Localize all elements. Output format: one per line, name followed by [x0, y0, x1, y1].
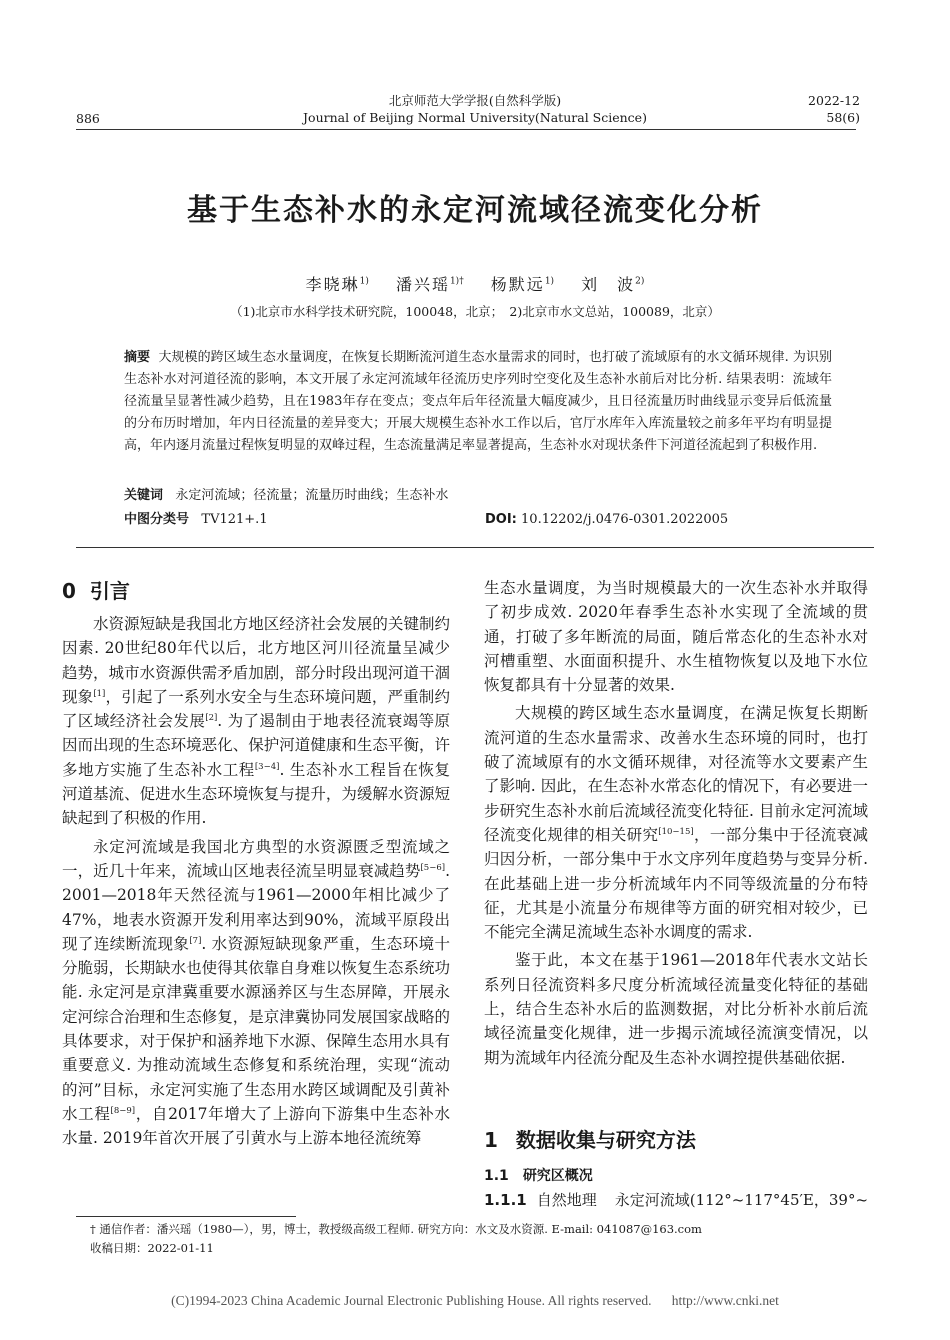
section-heading-methods: 1 数据收集与研究方法 [484, 1128, 696, 1152]
right-column [484, 576, 868, 1070]
classification [124, 510, 268, 530]
citation: [10−15] [658, 826, 694, 837]
abstract-label: 摘要 [124, 350, 151, 365]
subsection-heading: 1.1 研究区概况 [484, 1168, 593, 1184]
running-header [230, 92, 720, 126]
subsubsection-text: 永定河流域(112°~117°45′E，39°~ [614, 1191, 869, 1209]
issue-date: 2022-12 [808, 93, 860, 108]
author: 刘 波$^{2)}$ [581, 275, 645, 294]
doi-value: 10.12202/j.0476-0301.2022005 [521, 512, 729, 527]
citation: [8−9] [110, 1105, 136, 1116]
abstract [124, 347, 832, 457]
paragraph: 鉴于此，本文在基于1961—2018年代表水文站长系列日径流资料多尺度分析流域径流量变化特征的基础上，结合生态补水后的监测数据，对比分析补水前后流域径流量变化规律，进一步揭示流域径流演变情况，以期为流域年内径流分配及生态补水调控提供基础依据. [484, 951, 868, 1067]
doi-label: DOI: [485, 512, 517, 527]
author-list [76, 272, 874, 295]
paper-title: 基于生态补水的永定河流域径流变化分析 [187, 193, 763, 228]
copyright-notice: (C)1994-2023 China Academic Journal Electronic Publishing House. All rights reserved. http://www.cnki.net [171, 1293, 779, 1308]
page-number: 886 [76, 111, 100, 126]
journal-name-en: Journal of Beijing Normal University(Natural Science) [303, 110, 647, 125]
paragraph: 生态水量调度，为当时规模最大的一次生态补水并取得了初步成效. 2020年春季生态补水实现了全流域的贯通，打破了多年断流的局面，随后常态化的生态补水对河槽重塑、水面面积提升、水生植物恢复以及地下水位恢复都具有十分显著的效果. [484, 579, 868, 695]
classification-label: 中图分类号 [124, 512, 190, 527]
citation: [2] [205, 713, 218, 724]
left-column [62, 612, 450, 1151]
volume-issue: 58(6) [826, 110, 860, 125]
section-heading-intro: 0 引言 [62, 579, 130, 603]
keywords-text: 永定河流域；径流量；流量历时曲线；生态补水 [175, 488, 449, 503]
journal-name-cn: 北京师范大学学报(自然科学版) [388, 93, 562, 108]
paragraph: 大规模的跨区域生态水量调度，在满足恢复长期断流河道的生态水量需求、改善水生态环境的同时，也打破了流域原有的水文循环规律，对径流等水文要素产生了影响. 因此，在生态补水常态化的情况下，有必要进一步研究生态补水前后流域径流变化特征. 目前永定河流域径流变化规律的相关研究[10−15]，一部分集中于径流衰减归因分析，一部分集中于水文序列年度趋势与变异分析. 在此基础上进一步分析流域年内不同等级流量的分布特征，尤其是小流量分布规律等方面的研究相对较少，已不能完全满足流域生态补水调度的需求. [484, 704, 868, 942]
received-date: 收稿日期：2022-01-11 [90, 1241, 214, 1255]
citation: [7] [189, 935, 202, 946]
paragraph: 水资源短缺是我国北方地区经济社会发展的关键制约因素. 20世纪80年代以后，北方地区河川径流量呈减少趋势，城市水资源供需矛盾加剧，部分时段出现河道干涸现象[1]，引起了一系列水安全与生态环境问题，严重制约了区域经济社会发展[2]. 为了遏制由于地表径流衰竭等原因而出现的生态环境恶化、保护河道健康和生态平衡，许多地方实施了生态补水工程[3−4]. 生态补水工程旨在恢复河道基流、促进水生态环境恢复与提升，为缓解水资源短缺起到了积极的作用. [62, 615, 450, 828]
abstract-text: 大规模的跨区域生态水量调度，在恢复长期断流河道生态水量需求的同时，也打破了流域原有的水文循环规律. 为识别生态补水对河道径流的影响，本文开展了永定河流域年径流历史序列时空变化及生态补水前后对比分析. 结果表明：流域年径流量呈显著性减少趋势，且在1983年存在变点；变点年后年径流量大幅度减少，且日径流量历时曲线显示变异后低流量的分布历时增加，年内日径流量的差异变大；开展大规模生态补水工作以后，官厅水库年入库流量较之前多年平均有明显提高，年内逐月流量过程恢复明显的双峰过程，生态流量满足率显著提高，生态补水对现状条件下河道径流起到了积极作用. [124, 350, 832, 453]
citation: [5−6] [420, 862, 446, 873]
keywords [124, 486, 832, 506]
author: 李晓琳$^{1)}$ [305, 275, 369, 294]
corresponding-author-note: † 通信作者：潘兴瑶（1980—），男，博士，教授级高级工程师. 研究方向：水文及水资源. E-mail: 041087@163.com [90, 1222, 702, 1236]
abstract-divider [76, 547, 874, 548]
affiliations: （1)北京市水科学技术研究院，100048，北京； 2)北京市水文总站，100089，北京） [230, 304, 720, 319]
citation: [3−4] [254, 761, 280, 772]
author: 杨默远$^{1)}$ [490, 275, 555, 294]
issue-info [808, 92, 860, 126]
doi [485, 510, 728, 530]
subsubsection: 1.1.1 自然地理 永定河流域(112°~117°45′E，39°~ [484, 1191, 869, 1209]
footnote-divider [76, 1216, 296, 1217]
subsubsection-title: 自然地理 [536, 1191, 597, 1209]
header-divider [76, 129, 856, 130]
citation: [1] [93, 688, 106, 699]
keywords-label: 关键词 [124, 488, 164, 503]
paragraph: 永定河流域是我国北方典型的水资源匮乏型流域之一，近几十年来，流域山区地表径流呈明显衰减趋势[5−6]. 2001—2018年天然径流与1961—2000年相比减少了47%，地表水资源开发利用率达到90%，流域平原段出现了连续断流现象[7]. 水资源短缺现象严重，生态环境十分脆弱，长期缺水也使得其依靠自身难以恢复生态系统功能. 永定河是京津冀重要水源涵养区与生态屏障，开展永定河综合治理和生态修复，是京津冀协同发展国家战略的具体要求，对于保护和涵养地下水源、保障生态用水具有重要意义. 为推动流域生态修复和系统治理，实现“流动的河”目标，永定河实施了生态用水跨区域调配及引黄补水工程[8−9]，自2017年增大了上游向下游集中生态补水水量. 2019年首次开展了引黄水与上游本地径流统筹 [62, 837, 450, 1148]
classification-code: TV121+.1 [201, 512, 268, 527]
author: 潘兴瑶$^{1)\dagger}$ [395, 275, 464, 294]
